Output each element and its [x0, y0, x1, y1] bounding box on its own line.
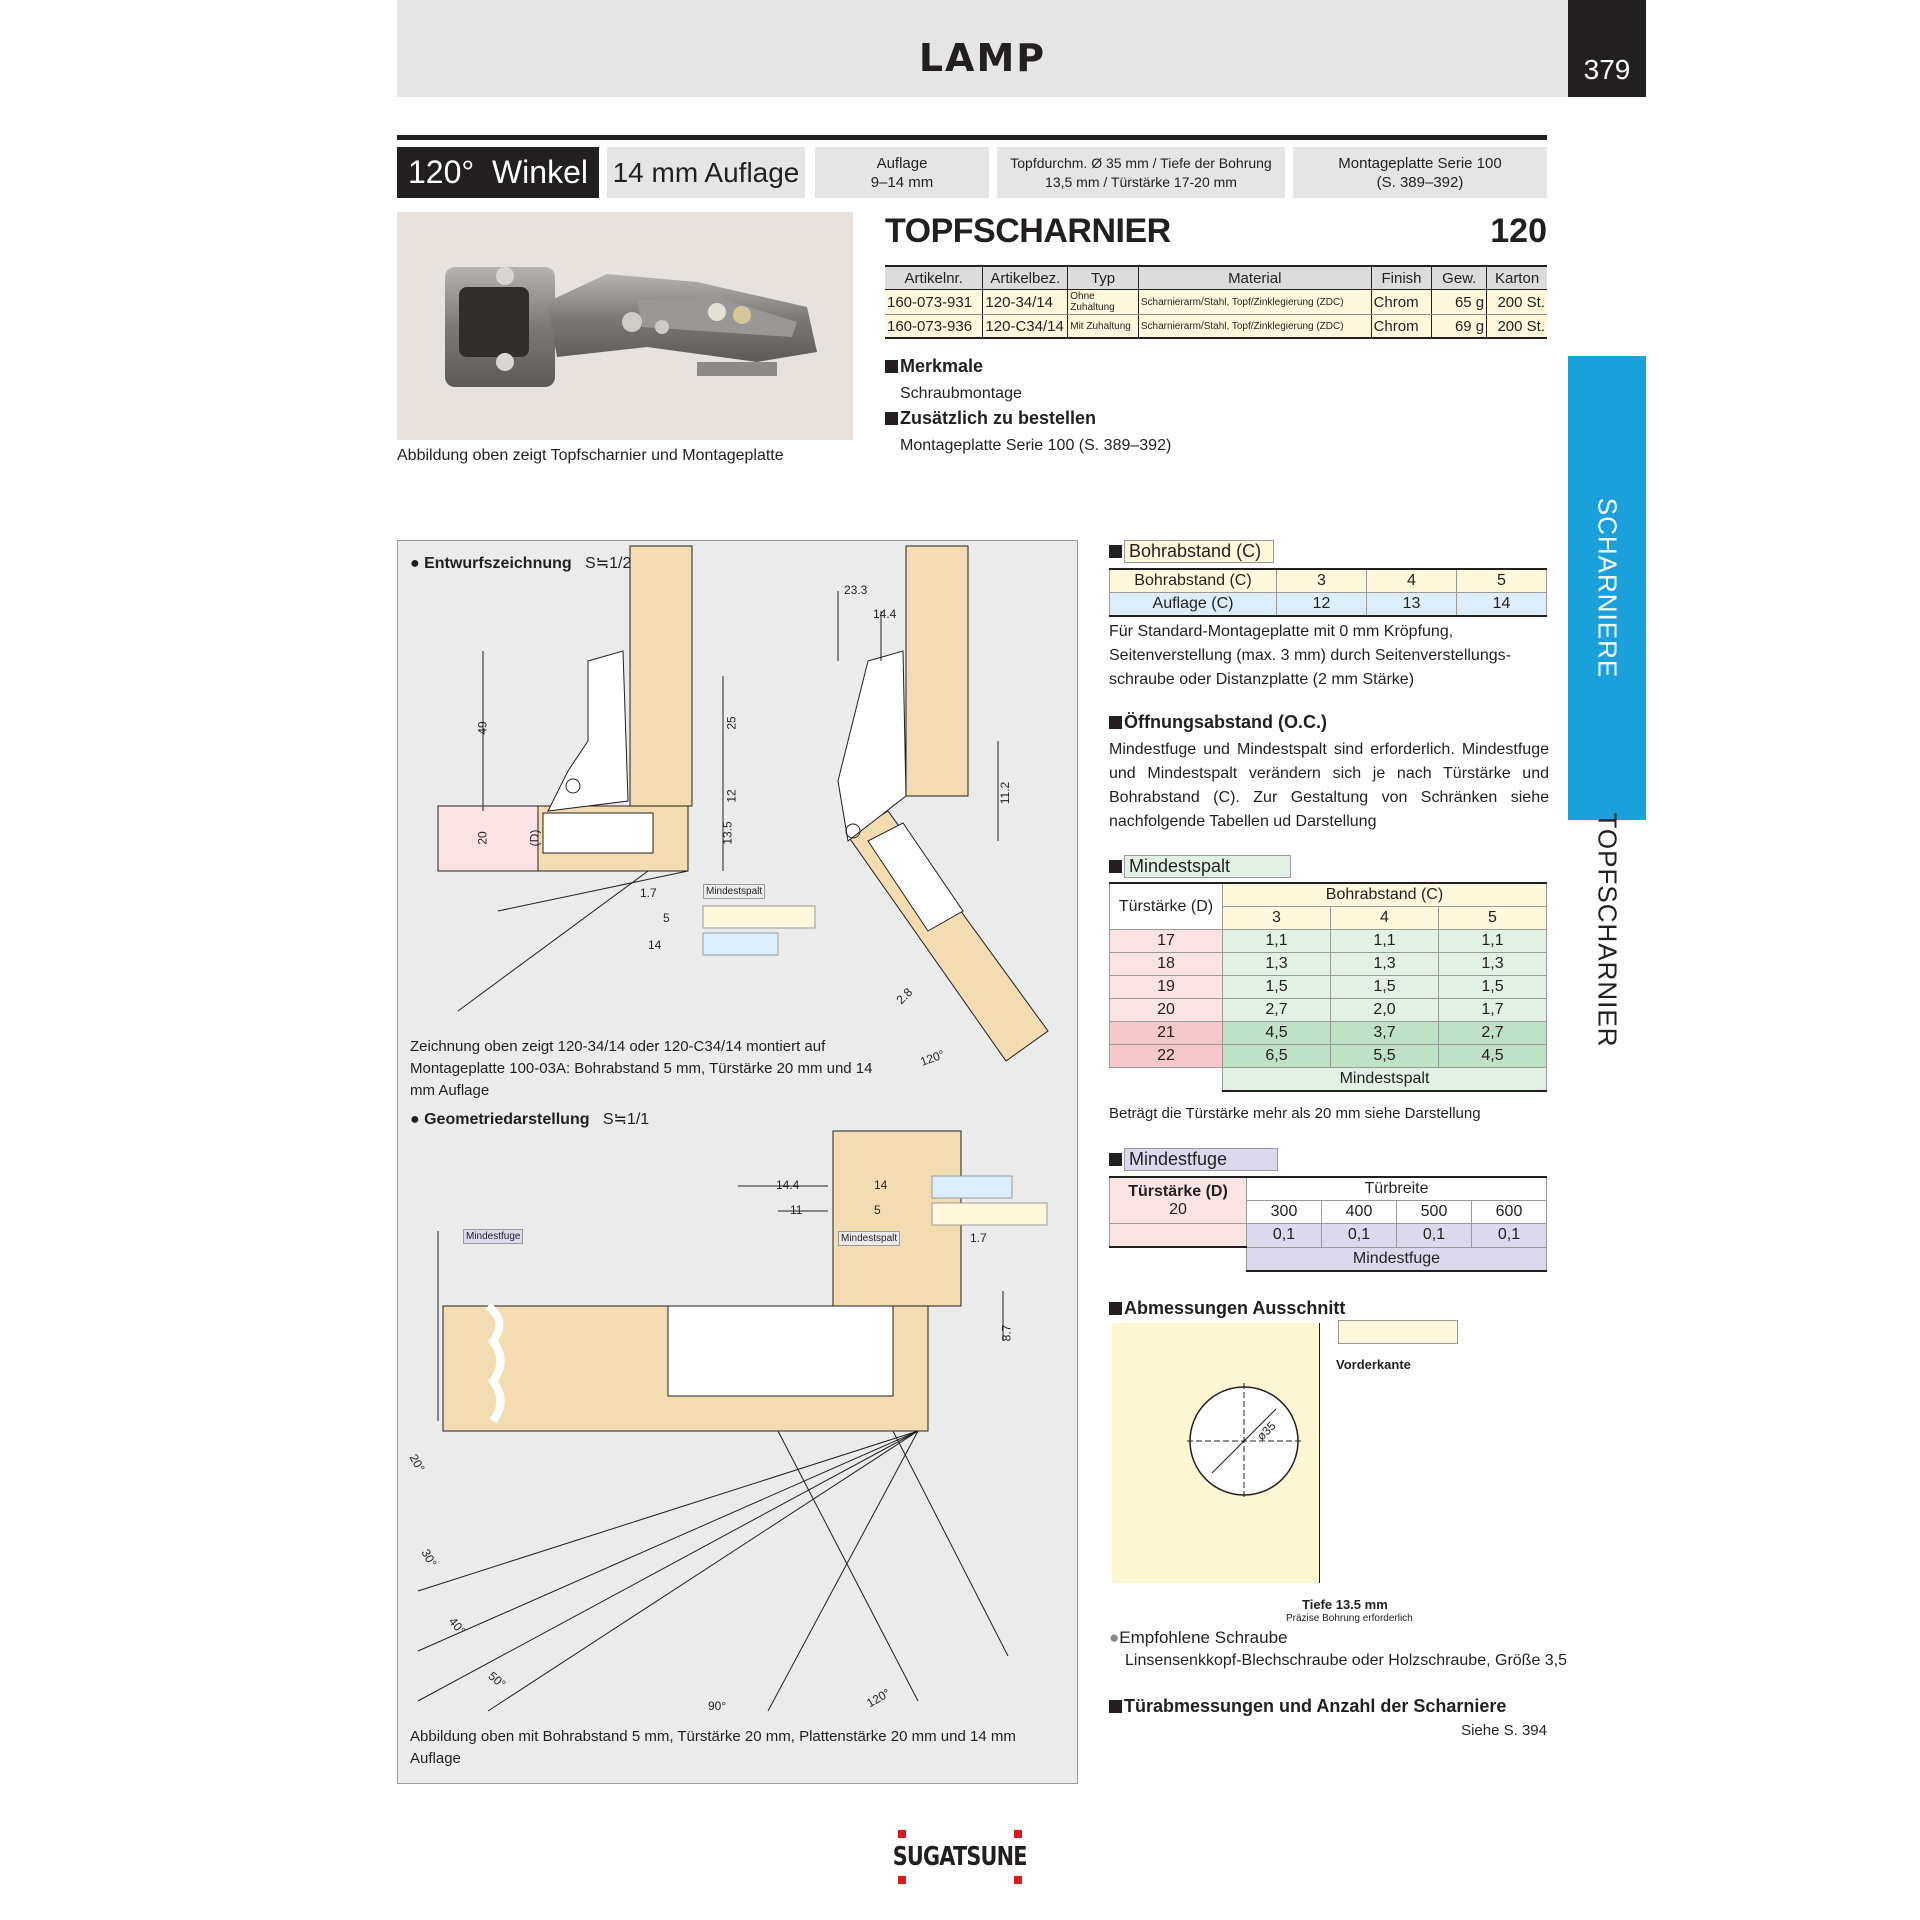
table-cell: Ohne Zuhaltung	[1068, 290, 1139, 315]
cutout-panel	[1112, 1323, 1320, 1583]
bullet-square-icon	[1109, 1153, 1122, 1166]
col-header: 300	[1247, 1201, 1322, 1224]
dim-14: 14	[648, 938, 662, 952]
dim-1-7: 1.7	[640, 886, 657, 900]
table-cell: 3	[1277, 569, 1367, 593]
bullet-square-icon	[885, 412, 898, 425]
table-cell: 200 St.	[1487, 315, 1547, 339]
table-cell: 5	[1457, 569, 1547, 593]
tiefe-label: Tiefe 13.5 mm	[1302, 1597, 1388, 1612]
brand-logo: LAMP	[918, 36, 1047, 80]
dim-5: 5	[663, 911, 670, 925]
side-tab-topfscharnier[interactable]: TOPFSCHARNIER	[1592, 812, 1623, 1048]
table-header-row	[885, 266, 1547, 290]
cup-cell	[997, 147, 1285, 198]
table-row	[1110, 1045, 1547, 1068]
table-cell: 1,3	[1223, 953, 1331, 976]
col-header: 3	[1223, 907, 1331, 930]
table-cell: 6,5	[1223, 1045, 1331, 1068]
drawing1-title: ● Entwurfszeichnung S≒1/2	[410, 555, 632, 572]
dim-25: 25	[724, 716, 739, 730]
mindestspalt-heading: Mindestspalt	[1109, 855, 1291, 878]
dim-49: 49	[475, 721, 490, 735]
side-tab-scharniere[interactable]: SCHARNIERE	[1568, 356, 1646, 820]
bohrabstand-note: Für Standard-Montageplatte mit 0 mm Kröpfung, Seitenverstellung (max. 3 mm) durch Seitenverstellungs-schraube oder Distanzplatte (2 mm Stärke)	[1109, 623, 1511, 688]
page-number: 379	[1568, 0, 1646, 97]
col-header: Gew.	[1432, 266, 1487, 290]
bullet-square-icon	[1109, 545, 1122, 558]
table-cell: 120-C34/14	[983, 315, 1068, 339]
cup-line1: Topfdurchm. Ø 35 mm / Tiefe der Bohrung	[1010, 154, 1272, 171]
mindestspalt-label-b: Mindestspalt	[838, 1231, 900, 1246]
bullet-square-icon	[885, 360, 898, 373]
mindestspalt-note: Beträgt die Türstärke mehr als 20 mm siehe Darstellung	[1109, 1105, 1481, 1122]
table-row	[885, 315, 1547, 339]
table-footer: Mindestspalt	[1223, 1068, 1547, 1092]
table-cell: 2,7	[1439, 1022, 1547, 1045]
table-cell: 1,3	[1331, 953, 1439, 976]
dim-12: 12	[724, 789, 739, 803]
table-cell: 160-073-936	[885, 315, 983, 339]
col-header: Artikelbez.	[983, 266, 1068, 290]
table-cell: 18	[1110, 953, 1223, 976]
angle-value: 120°	[408, 154, 475, 190]
drawing-panel	[397, 540, 1078, 1784]
table-header-row	[1110, 1177, 1547, 1201]
mindestfuge-label: Mindestfuge	[463, 1229, 523, 1244]
dim-5-b: 5	[874, 1203, 881, 1217]
angle-word: Winkel	[491, 154, 588, 190]
table-cell: 21	[1110, 1022, 1223, 1045]
table-row	[885, 290, 1547, 315]
bullet-square-icon	[1109, 1302, 1122, 1315]
tuer-heading: Türabmessungen und Anzahl der Scharniere	[1109, 1696, 1506, 1717]
col-header: Türbreite	[1247, 1177, 1547, 1201]
row-header: Türstärke (D) 20	[1110, 1177, 1247, 1224]
table-cell: Scharnierarm/Stahl, Topf/Zinklegierung (ZDC)	[1138, 290, 1371, 315]
dim-11: 11	[790, 1203, 803, 1217]
table-row	[1110, 569, 1547, 593]
col-header: 4	[1331, 907, 1439, 930]
table-cell: Chrom	[1371, 290, 1432, 315]
table-row	[1110, 1022, 1547, 1045]
dim-11-2: 11.2	[998, 781, 1013, 805]
angle-20: 20°	[406, 1451, 428, 1475]
bullet-square-icon	[1109, 716, 1122, 729]
header-rule	[397, 135, 1547, 140]
table-cell: 14	[1457, 593, 1547, 617]
dim-1-7-b: 1.7	[970, 1231, 987, 1245]
product-title: TOPFSCHARNIER	[885, 212, 1171, 250]
table-header-row	[1110, 883, 1547, 907]
col-header: Bohrabstand (C)	[1223, 883, 1547, 907]
table-cell: 1,3	[1439, 953, 1547, 976]
cup-line2: 13,5 mm / Türstärke 17-20 mm	[1045, 173, 1237, 190]
auflage-value: 9–14 mm	[870, 173, 934, 191]
table-cell: 5,5	[1331, 1045, 1439, 1068]
photo-caption: Abbildung oben zeigt Topfscharnier und Montageplatte	[397, 447, 784, 464]
oeffnung-heading: Öffnungsabstand (O.C.)	[1109, 712, 1327, 733]
installation-drawing-right	[838, 546, 1048, 1061]
dim-2-8: 2.8	[893, 985, 916, 1007]
table-cell: 1,5	[1439, 976, 1547, 999]
article-table	[885, 265, 1547, 339]
table-cell: 1,1	[1439, 930, 1547, 953]
angle-120-b: 120°	[864, 1685, 893, 1711]
col-header: Artikelnr.	[885, 266, 983, 290]
dim-d: (D)	[527, 829, 542, 847]
sugatsune-logo-marks-icon	[898, 1830, 906, 1838]
row-label: Auflage (C)	[1110, 593, 1277, 617]
bullet-square-icon	[1109, 1700, 1122, 1713]
angle-badge	[397, 147, 599, 198]
table-row	[1110, 593, 1547, 617]
mindestspalt-table	[1109, 882, 1547, 1092]
table-cell: 4,5	[1439, 1045, 1547, 1068]
circle-bullet-icon: ●	[1109, 1628, 1120, 1647]
angle-90: 90°	[708, 1699, 727, 1713]
table-cell: Scharnierarm/Stahl, Topf/Zinklegierung (ZDC)	[1138, 315, 1371, 339]
auflage-cell	[815, 147, 989, 198]
table-cell: 65 g	[1432, 290, 1487, 315]
bullet-square-icon	[1109, 860, 1122, 873]
product-model: 120	[1490, 212, 1547, 250]
mindestspalt-label: Mindestspalt	[703, 884, 765, 899]
col-header: Typ	[1068, 266, 1139, 290]
angle-120: 120°	[918, 1047, 947, 1069]
drawing2-caption: Abbildung oben mit Bohrabstand 5 mm, Türstärke 20 mm, Plattenstärke 20 mm und 14 mm Auflage	[410, 1728, 1016, 1767]
table-row	[1110, 1224, 1547, 1248]
dim-14-b: 14	[874, 1178, 888, 1192]
table-cell: 17	[1110, 930, 1223, 953]
bohrabstand-table	[1109, 568, 1547, 617]
table-footer: Mindestfuge	[1247, 1247, 1547, 1271]
table-cell: Mit Zuhaltung	[1068, 315, 1139, 339]
footer-brand: SUGATSUNE	[0, 1830, 1920, 1884]
row-header: Türstärke (D)	[1110, 883, 1223, 930]
auflage-label: Auflage	[876, 154, 928, 172]
vorderkante-label: Vorderkante	[1336, 1357, 1411, 1372]
drawing1-caption: Zeichnung oben zeigt 120-34/14 oder 120-C34/14 montiert auf Montageplatte 100-03A: Bohrabstand 5 mm, Türstärke 20 mm und 14 mm Auflage	[410, 1038, 873, 1099]
praezise-label: Präzise Bohrung erforderlich	[1286, 1613, 1413, 1624]
table-cell: 1,1	[1223, 930, 1331, 953]
ausschnitt-label-box	[1338, 1320, 1458, 1344]
schraube-text: Linsensenkkopf-Blechschraube oder Holzschraube, Größe 3,5	[1125, 1652, 1568, 1669]
table-cell: 69 g	[1432, 315, 1487, 339]
table-cell: 200 St.	[1487, 290, 1547, 315]
col-header: 500	[1397, 1201, 1472, 1224]
schraube-heading: ●Empfohlene Schraube	[1109, 1628, 1288, 1647]
col-header: 400	[1322, 1201, 1397, 1224]
oeffnung-text: Mindestfuge und Mindestspalt sind erforderlich. Mindestfuge und Mindestspalt verändern sich je nach Türstärke und Bohrabstand (C). Zur Gestaltung von Schränken siehe nachfolgende Tabellen ud Darstellung	[1109, 741, 1549, 830]
col-header: Finish	[1371, 266, 1432, 290]
col-header: Karton	[1487, 266, 1547, 290]
cutout-diameter: ø35	[1254, 1418, 1279, 1444]
table-cell: 120-34/14	[983, 290, 1068, 315]
dim-20: 20	[475, 831, 490, 845]
col-header: 5	[1439, 907, 1547, 930]
zusatz-heading: Zusätzlich zu bestellen	[885, 408, 1096, 429]
table-row	[1110, 999, 1547, 1022]
angle-30: 30°	[418, 1546, 440, 1570]
col-header: 600	[1472, 1201, 1547, 1224]
dim-14-4: 14.4	[873, 607, 897, 621]
table-cell: 1,7	[1439, 999, 1547, 1022]
table-cell: 22	[1110, 1045, 1223, 1068]
mindestfuge-table	[1109, 1176, 1547, 1272]
table-row	[1110, 953, 1547, 976]
col-header: Material	[1138, 266, 1371, 290]
table-cell: 12	[1277, 593, 1367, 617]
dim-14-4-b: 14.4	[776, 1178, 800, 1192]
dim-8-7: 8.7	[999, 1324, 1014, 1342]
table-cell: 1,5	[1223, 976, 1331, 999]
table-footer-row	[1110, 1068, 1547, 1092]
zusatz-text: Montageplatte Serie 100 (S. 389–392)	[900, 437, 1172, 454]
table-row	[1110, 930, 1547, 953]
table-cell: 3,7	[1331, 1022, 1439, 1045]
table-cell: 2,7	[1223, 999, 1331, 1022]
dim-23-3: 23.3	[844, 583, 868, 597]
plate-line2: (S. 389–392)	[1376, 173, 1464, 191]
table-cell: Chrom	[1371, 315, 1432, 339]
table-cell: 1,5	[1331, 976, 1439, 999]
table-cell: 1,1	[1331, 930, 1439, 953]
angle-50: 50°	[485, 1668, 509, 1692]
installation-drawing-left	[438, 546, 723, 1011]
table-cell: 19	[1110, 976, 1223, 999]
plate-cell	[1293, 147, 1547, 198]
ausschnitt-heading: Abmessungen Ausschnitt	[1109, 1298, 1345, 1319]
table-cell: 0,1	[1322, 1224, 1397, 1248]
row-label: Bohrabstand (C)	[1110, 569, 1277, 593]
dim-13-5: 13.5	[720, 821, 735, 845]
bohrabstand-heading: Bohrabstand (C)	[1109, 540, 1274, 563]
table-cell: 4,5	[1223, 1022, 1331, 1045]
overlay-badge: 14 mm Auflage	[607, 147, 805, 198]
table-cell: 0,1	[1472, 1224, 1547, 1248]
merkmale-heading: Merkmale	[885, 356, 983, 377]
table-cell: 20	[1110, 999, 1223, 1022]
tuer-ref: Siehe S. 394	[1461, 1722, 1547, 1739]
angle-40: 40°	[445, 1614, 469, 1638]
drawing2-title: ● Geometriedarstellung S≒1/1	[410, 1111, 650, 1128]
table-footer-row	[1110, 1247, 1547, 1271]
table-cell: 0,1	[1397, 1224, 1472, 1248]
table-cell: 2,0	[1331, 999, 1439, 1022]
table-cell: 160-073-931	[885, 290, 983, 315]
plate-line1: Montageplatte Serie 100	[1338, 154, 1502, 172]
product-photo	[397, 212, 853, 440]
table-cell: 13	[1367, 593, 1457, 617]
mindestfuge-heading: Mindestfuge	[1109, 1148, 1278, 1171]
table-row	[1110, 976, 1547, 999]
table-cell: 4	[1367, 569, 1457, 593]
table-cell: 0,1	[1247, 1224, 1322, 1248]
merkmale-text: Schraubmontage	[900, 385, 1022, 402]
geometry-drawing	[418, 1131, 1008, 1711]
